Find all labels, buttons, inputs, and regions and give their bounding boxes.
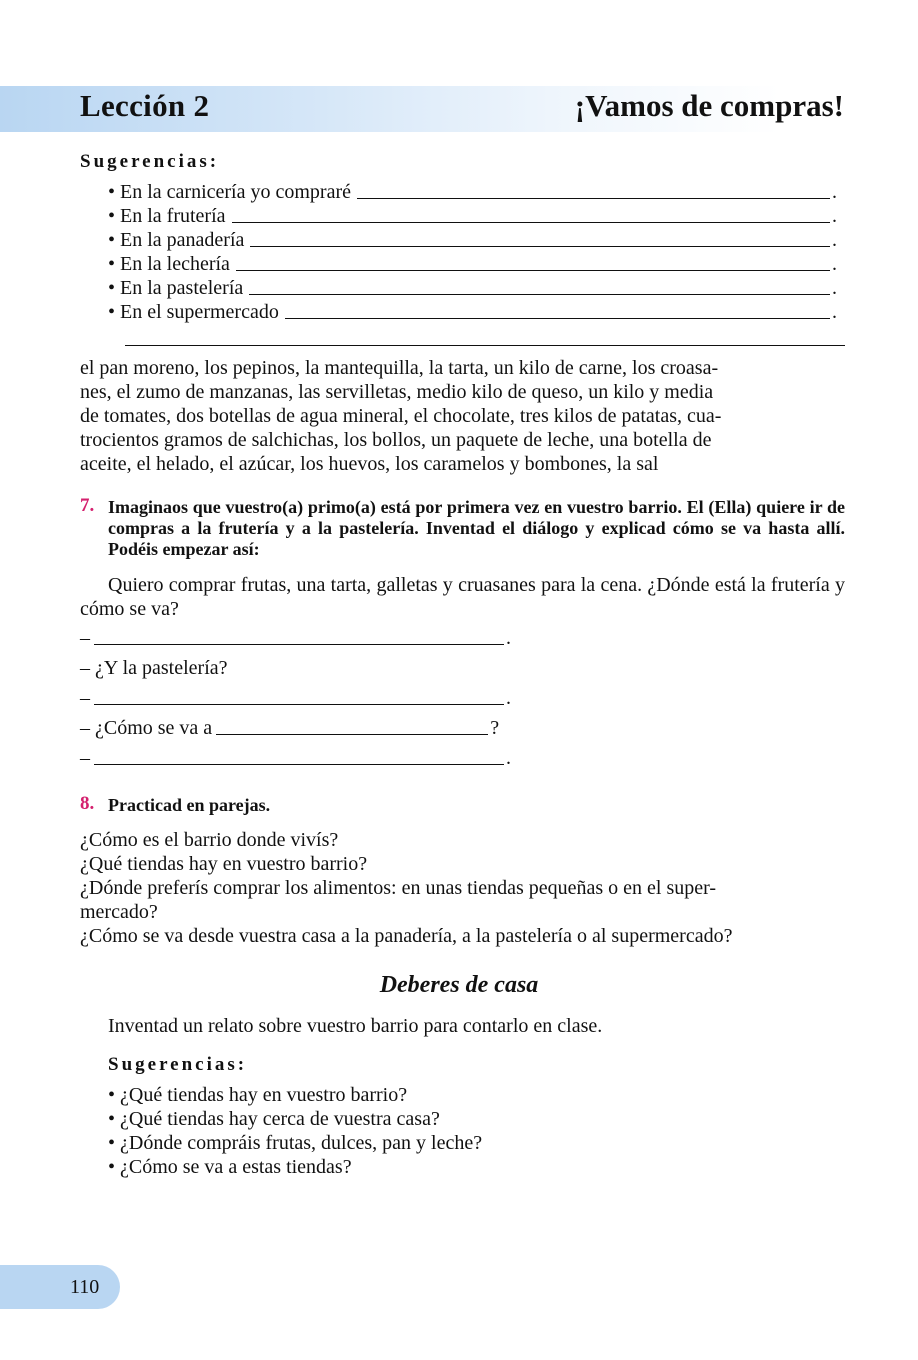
word-bank-line: el pan moreno, los pepinos, la mantequilla, la tarta, un kilo de carne, los croasa-: [80, 357, 719, 379]
fill-in-label: • En la carnicería yo compraré: [108, 181, 351, 203]
fill-in-line: [108, 252, 838, 276]
lesson-title: Lección 2: [80, 88, 210, 123]
homework-suggestion: • ¿Qué tiendas hay en vuestro barrio?: [108, 1084, 408, 1106]
sugerencias-heading: Sugerencias:: [108, 1054, 248, 1075]
word-bank-line: trocientos gramos de salchichas, los bollos, un paquete de leche, una botella de: [80, 429, 712, 451]
page-number: 110: [70, 1276, 100, 1298]
homework-suggestion: • ¿Cómo se va a estas tiendas?: [108, 1156, 352, 1178]
end-mark: .: [832, 229, 837, 251]
answer-blank[interactable]: [357, 197, 830, 199]
fill-in-line: [108, 180, 838, 204]
dialogue-question: – ¿Cómo se va a: [80, 717, 213, 739]
dialogue-line: [80, 746, 511, 770]
dialogue-line: [80, 626, 511, 650]
word-bank-line: nes, el zumo de manzanas, las servilletas, medio kilo de queso, un kilo y media: [80, 381, 714, 403]
topic-title: ¡Vamos de compras!: [574, 88, 844, 123]
end-mark: .: [832, 253, 837, 275]
answer-blank[interactable]: [94, 703, 504, 705]
end-mark: .: [832, 205, 837, 227]
discussion-question: ¿Cómo es el barrio donde vivís?: [80, 829, 339, 851]
fill-in-label: • En el supermercado: [108, 301, 279, 323]
word-bank-line: aceite, el helado, el azúcar, los huevos, los caramelos y bombones, la sal: [80, 453, 659, 475]
period: .: [506, 747, 511, 769]
discussion-question: mercado?: [80, 901, 158, 923]
answer-blank[interactable]: [249, 293, 830, 295]
period: .: [506, 627, 511, 649]
fill-in-line: [108, 300, 838, 324]
dialogue-question: – ¿Y la pastelería?: [80, 657, 228, 679]
exercise-7-instruction: Imaginaos que vuestro(a) primo(a) está por primera vez en vuestro barrio. El (Ella) quiere ir de compras a la frutería y a la pastelería. Inventad el diálogo y explicad cómo se va hasta allí. Podéis empezar así:: [108, 497, 845, 559]
fill-in-label: • En la panadería: [108, 229, 245, 251]
answer-blank[interactable]: [216, 733, 488, 735]
fill-in-line: [108, 276, 838, 300]
dash: –: [80, 687, 90, 709]
discussion-question: ¿Cómo se va desde vuestra casa a la panadería, a la pastelería o al supermercado?: [80, 925, 733, 947]
homework-suggestion: • ¿Dónde compráis frutas, dulces, pan y leche?: [108, 1132, 483, 1154]
answer-blank[interactable]: [94, 643, 504, 645]
fill-in-label: • En la pastelería: [108, 277, 244, 299]
answer-blank[interactable]: [285, 317, 830, 319]
exercise-7-number: 7.: [80, 495, 95, 516]
answer-blank[interactable]: [232, 221, 831, 223]
page-number-tab: [0, 1265, 120, 1309]
exercise-7-intro: Quiero comprar frutas, una tarta, galletas y cruasanes para la cena. ¿Dónde está la frutería y cómo se va?: [80, 574, 845, 620]
exercise-8-instruction: Practicad en parejas.: [108, 795, 271, 815]
homework-title: Deberes de casa: [379, 972, 539, 998]
discussion-question: ¿Dónde preferís comprar los alimentos: en unas tiendas pequeñas o en el super-: [80, 877, 717, 899]
dialogue-line: [80, 686, 511, 710]
fill-in-label: • En la lechería: [108, 253, 230, 275]
end-mark: .: [832, 181, 837, 203]
question-mark: ?: [490, 717, 500, 739]
end-mark: .: [832, 301, 837, 323]
fill-in-line: [108, 228, 838, 252]
answer-blank[interactable]: [250, 245, 830, 247]
homework-text: Inventad un relato sobre vuestro barrio para contarlo en clase.: [108, 1015, 603, 1037]
fill-in-line: [108, 204, 838, 228]
exercise-8-number: 8.: [80, 793, 95, 814]
answer-blank[interactable]: [94, 763, 504, 765]
discussion-question: ¿Qué tiendas hay en vuestro barrio?: [80, 853, 368, 875]
end-mark: .: [832, 277, 837, 299]
word-bank-line: de tomates, dos botellas de agua mineral, el chocolate, tres kilos de patatas, cua-: [80, 405, 722, 427]
dialogue-line: [80, 716, 499, 740]
answer-blank[interactable]: [236, 269, 830, 271]
homework-suggestion: • ¿Qué tiendas hay cerca de vuestra casa?: [108, 1108, 440, 1130]
extra-answer-line[interactable]: [125, 345, 845, 346]
sugerencias-heading: Sugerencias:: [80, 151, 220, 172]
dash: –: [80, 747, 90, 769]
period: .: [506, 687, 511, 709]
fill-in-label: • En la frutería: [108, 205, 226, 227]
dash: –: [80, 627, 90, 649]
